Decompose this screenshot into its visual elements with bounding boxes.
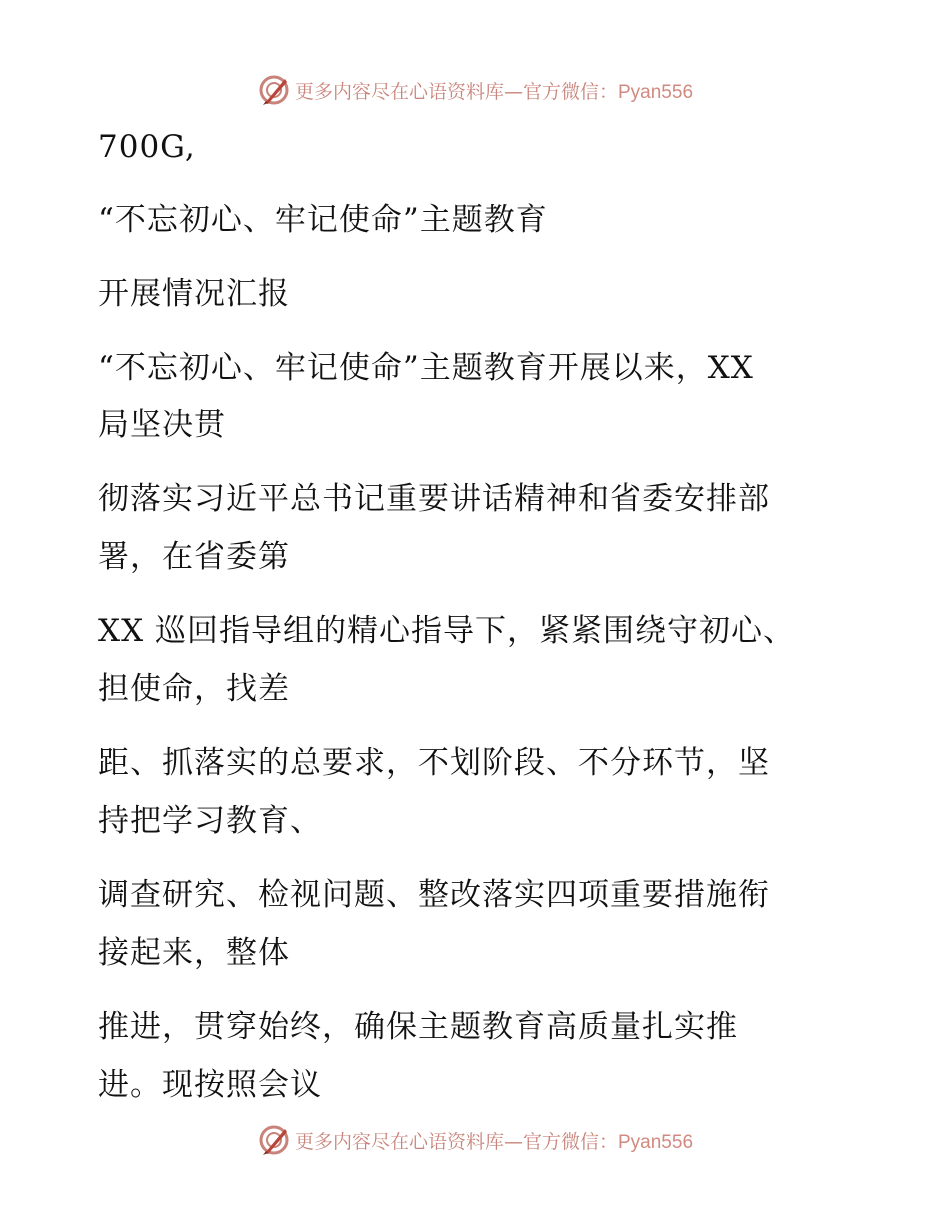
quill-logo-icon [257,73,291,107]
text-line: 署，在省委第 [98,539,290,575]
quill-logo-icon [257,1123,291,1157]
text-line: 开展情况汇报 [98,276,290,312]
text-line: 持把学习教育、 [98,803,322,839]
text-line: 接起来，整体 [98,935,290,971]
footer-watermark [0,1120,950,1160]
text-line: XX 巡回指导组的精心指导下，紧紧围绕守初心、 [98,613,795,649]
text-line: 推进，贯穿始终，确保主题教育高质量扎实推 [98,1009,738,1045]
text-line: 担使命，找差 [98,671,290,707]
watermark-text: 更多内容尽在心语资料库—官方微信：Pyan556 [294,80,694,103]
text-line: 局坚决贯 [98,407,226,443]
watermark-handle: Pyan556 [618,1131,694,1153]
header-watermark [0,70,950,110]
text-line: 距、抓落实的总要求，不划阶段、不分环节，坚 [98,745,770,781]
text-line: 彻落实习近平总书记重要讲话精神和省委安排部 [98,481,770,517]
watermark-text: 更多内容尽在心语资料库—官方微信：Pyan556 [294,1130,694,1153]
text-line: 700G, [98,129,196,165]
text-line: “不忘初心、牢记使命”主题教育 [98,202,548,238]
text-line: 进。现按照会议 [98,1067,322,1103]
text-line: 调查研究、检视问题、整改落实四项重要措施衔 [98,877,770,913]
text-line: “不忘初心、牢记使命”主题教育开展以来，XX [98,350,754,386]
watermark-handle: Pyan556 [618,81,694,103]
